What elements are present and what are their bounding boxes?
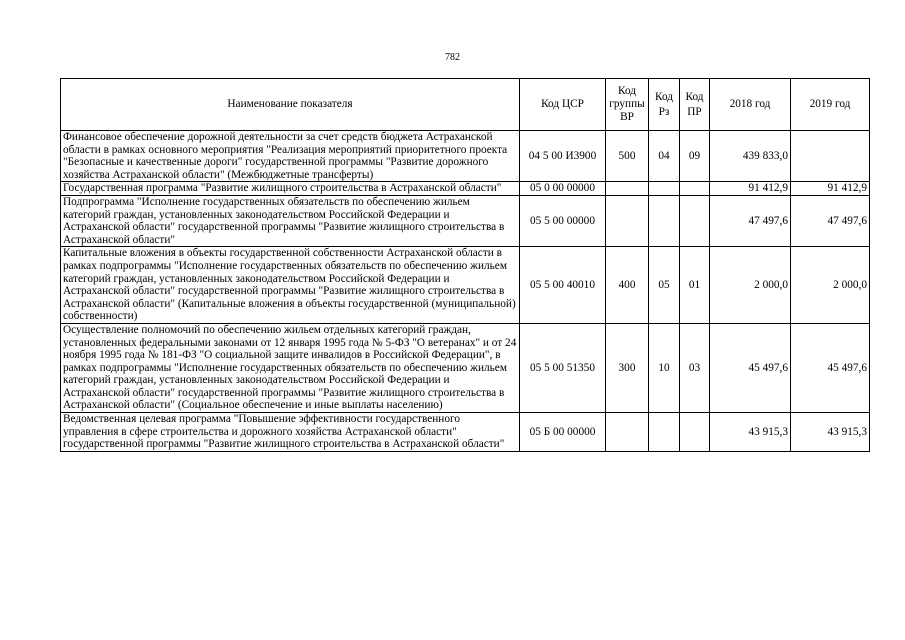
row-2018: 2 000,0: [710, 247, 791, 324]
row-vr: [606, 195, 649, 246]
header-name: Наименование показателя: [61, 79, 520, 131]
row-csr: 05 5 00 00000: [520, 195, 606, 246]
table-row: [61, 195, 870, 246]
row-2019: 2 000,0: [791, 247, 870, 324]
page-number: 782: [445, 52, 460, 63]
row-2018: 439 833,0: [710, 131, 791, 182]
row-2018: 91 412,9: [710, 182, 791, 196]
header-vr: Код группы ВР: [606, 79, 649, 131]
header-2018: 2018 год: [710, 79, 791, 131]
header-rz: Код Рз: [649, 79, 680, 131]
row-csr: 05 5 00 40010: [520, 247, 606, 324]
row-name: Государственная программа "Развитие жилищного строительства в Астраханской области": [61, 182, 520, 196]
row-name: Ведомственная целевая программа "Повышение эффективности государственного управления в сфере строительства и дорожного хозяйства Астраханской области" государственной программы "Развитие жилищного строительства в Астраханской области": [61, 413, 520, 452]
row-vr: 500: [606, 131, 649, 182]
row-csr: 05 5 00 51350: [520, 323, 606, 412]
row-pr: 03: [680, 323, 710, 412]
row-vr: 300: [606, 323, 649, 412]
header-2019: 2019 год: [791, 79, 870, 131]
table-row: [61, 247, 870, 324]
row-2018: 45 497,6: [710, 323, 791, 412]
table-row: [61, 131, 870, 182]
row-2018: 47 497,6: [710, 195, 791, 246]
row-csr: 05 0 00 00000: [520, 182, 606, 196]
row-2019: [791, 131, 870, 182]
row-rz: [649, 182, 680, 196]
row-rz: [649, 195, 680, 246]
table-row: [61, 413, 870, 452]
row-pr: 01: [680, 247, 710, 324]
row-rz: 10: [649, 323, 680, 412]
budget-table: [60, 78, 870, 452]
row-pr: [680, 413, 710, 452]
row-name: Финансовое обеспечение дорожной деятельности за счет средств бюджета Астраханской области в рамках основного мероприятия "Реализация мероприятий приоритетного проекта "Безопасные и качественные дороги" государственной программы "Развитие дорожного хозяйства Астраханской области" (Межбюджетные трансферты): [61, 131, 520, 182]
row-2019: 45 497,6: [791, 323, 870, 412]
row-name: Капитальные вложения в объекты государственной собственности Астраханской области в рамках подпрограммы "Исполнение государственных обязательств по обеспечению жильем категорий граждан, установленных законодательством Российской Федерации и Астраханской области" государственной программы "Развитие жилищного строительства в Астраханской области" (Капитальные вложения в объекты государственной (муниципальной) собственности): [61, 247, 520, 324]
row-name: Осуществление полномочий по обеспечению жильем отдельных категорий граждан, установленных федеральными законами от 12 января 1995 года № 5-ФЗ "О ветеранах" и от 24 ноября 1995 года № 181-ФЗ "О социальной защите инвалидов в Российской Федерации", в рамках подпрограммы "Исполнение государственных обязательств по обеспечению жильем категорий граждан, установленных законодательством Российской Федерации и Астраханской области" государственной программы "Развитие жилищного строительства в Астраханской области" (Социальное обеспечение и иные выплаты населению): [61, 323, 520, 412]
row-rz: 04: [649, 131, 680, 182]
table-header-row: [61, 79, 870, 131]
row-vr: 400: [606, 247, 649, 324]
row-2019: 43 915,3: [791, 413, 870, 452]
row-name: Подпрограмма "Исполнение государственных обязательств по обеспечению жильем категорий граждан, установленных законодательством Российской Федерации и Астраханской области" государственной программы "Развитие жилищного строительства в Астраханской области": [61, 195, 520, 246]
row-vr: [606, 413, 649, 452]
row-pr: [680, 182, 710, 196]
row-2019: 91 412,9: [791, 182, 870, 196]
row-csr: 05 Б 00 00000: [520, 413, 606, 452]
row-pr: 09: [680, 131, 710, 182]
table-row: [61, 182, 870, 196]
row-rz: [649, 413, 680, 452]
table-row: [61, 323, 870, 412]
row-vr: [606, 182, 649, 196]
row-csr: 04 5 00 И3900: [520, 131, 606, 182]
row-pr: [680, 195, 710, 246]
row-2018: 43 915,3: [710, 413, 791, 452]
row-rz: 05: [649, 247, 680, 324]
row-2019: 47 497,6: [791, 195, 870, 246]
header-csr: Код ЦСР: [520, 79, 606, 131]
header-pr: Код ПР: [680, 79, 710, 131]
